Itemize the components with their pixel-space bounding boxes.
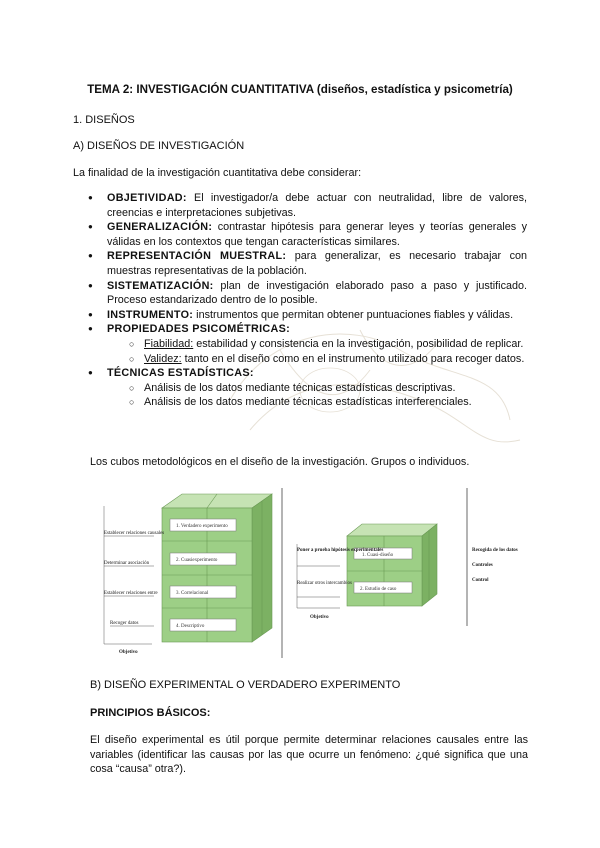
list-item <box>107 220 527 249</box>
sub-term: Validez: <box>144 352 182 365</box>
cube-box-label: 4. Descriptivo <box>176 624 205 629</box>
bullet-text: El investigador/a debe actuar con neutralidad, libre de valores, creencias e interpretaciones subjetivas. <box>107 192 527 219</box>
middle-cube <box>347 524 437 606</box>
left-labels <box>104 506 164 655</box>
left-axis-label: Objetivo <box>119 650 138 655</box>
bullet-text: plan de investigación elaborado paso a paso y justificado. Proceso estandarizado dentro de lo posible. <box>107 279 527 307</box>
middle-label: Realizar otros intercambios <box>297 581 352 586</box>
bullet-term: INSTRUMENTO: <box>107 308 194 321</box>
sub-item: ○ Análisis de los datos mediante técnicas estadísticas descriptivas. <box>144 381 527 396</box>
list-item <box>107 279 527 308</box>
bullet-term: REPRESENTACIÓN MUESTRAL: <box>107 250 287 263</box>
list-item <box>107 191 527 220</box>
middle-label: Poner a prueba hipótesis experimentales <box>297 548 384 553</box>
cube-box-label: 1. Cuasi-diseño <box>362 553 394 558</box>
methodological-cubes-figure <box>92 486 542 661</box>
cube-box-label: 3. Correlacional <box>176 591 209 596</box>
sub-item <box>144 337 527 352</box>
list-item <box>107 249 527 278</box>
list-item <box>107 366 527 410</box>
right-label: Controles <box>472 563 493 568</box>
bullet-term: OBJETIVIDAD: <box>107 192 187 204</box>
section-heading-1: 1. DISEÑOS <box>73 114 135 126</box>
sub-text: tanto en el diseño como en el instrumento utilizado para recoger datos. <box>181 352 525 365</box>
bullet-term: GENERALIZACIÓN: <box>107 221 213 234</box>
right-labels <box>472 548 518 583</box>
cube-box-label: 2. Cuasiexperimento <box>176 558 218 563</box>
criteria-list <box>107 191 527 410</box>
experimental-paragraph: El diseño experimental es útil porque permite determinar relaciones causales entre las variables (identificar las causas por las que ocurre un fenómeno: ¿qué significa que una cosa “causa” otra?). <box>90 734 528 775</box>
bullet-text: instrumentos que permitan obtener puntuaciones fiables y válidas. <box>193 308 514 321</box>
bullet-text: para generalizar, es necesario trabajar con muestras representativas de la población. <box>107 250 527 277</box>
list-item <box>107 322 527 366</box>
sub-item <box>144 352 527 367</box>
principles-heading: PRINCIPIOS BÁSICOS: <box>90 707 211 719</box>
bullet-term: SISTEMATIZACIÓN: <box>107 279 214 292</box>
left-cube <box>162 494 272 642</box>
left-label: Establecer relaciones causales <box>104 531 165 536</box>
cubes-caption: Los cubos metodológicos en el diseño de la investigación. Grupos o individuos. <box>90 456 470 468</box>
sub-list <box>107 381 527 410</box>
left-label: Establecer relaciones entre <box>104 591 158 596</box>
page-title: TEMA 2: INVESTIGACIÓN CUANTITATIVA (diseños, estadística y psicometría) <box>87 83 513 96</box>
section-heading-a: A) DISEÑOS DE INVESTIGACIÓN <box>73 140 245 152</box>
list-item <box>107 308 527 323</box>
sub-term: Fiabilidad: <box>144 337 194 350</box>
cube-box-label: 2. Estudio de caso <box>360 587 397 592</box>
left-label: Recoger datos <box>110 621 139 626</box>
bullet-term: PROPIEDADES PSICOMÉTRICAS: <box>107 323 290 336</box>
bullet-term: TÉCNICAS ESTADÍSTICAS: <box>107 367 254 380</box>
right-label: Recogida de los datos <box>472 548 518 553</box>
sub-text: estabilidad y consistencia en la investigación, posibilidad de replicar. <box>193 337 524 350</box>
right-label: Control <box>472 578 489 583</box>
cube-box-label: 1. Verdadero experimento <box>176 524 228 529</box>
sub-item: ○ Análisis de los datos mediante técnicas estadísticas interferenciales. <box>144 395 527 410</box>
intro-text: La finalidad de la investigación cuantitativa debe considerar: <box>73 167 362 179</box>
section-heading-b: B) DISEÑO EXPERIMENTAL O VERDADERO EXPERIMENTO <box>90 679 401 691</box>
sub-list <box>107 337 527 366</box>
bullet-text: contrastar hipótesis para generar leyes y teorías generales y válidas en los contextos que tengan características similares. <box>107 221 527 248</box>
middle-axis-label: Objetivo <box>310 615 329 620</box>
left-label: Determinar asociación <box>104 561 150 566</box>
